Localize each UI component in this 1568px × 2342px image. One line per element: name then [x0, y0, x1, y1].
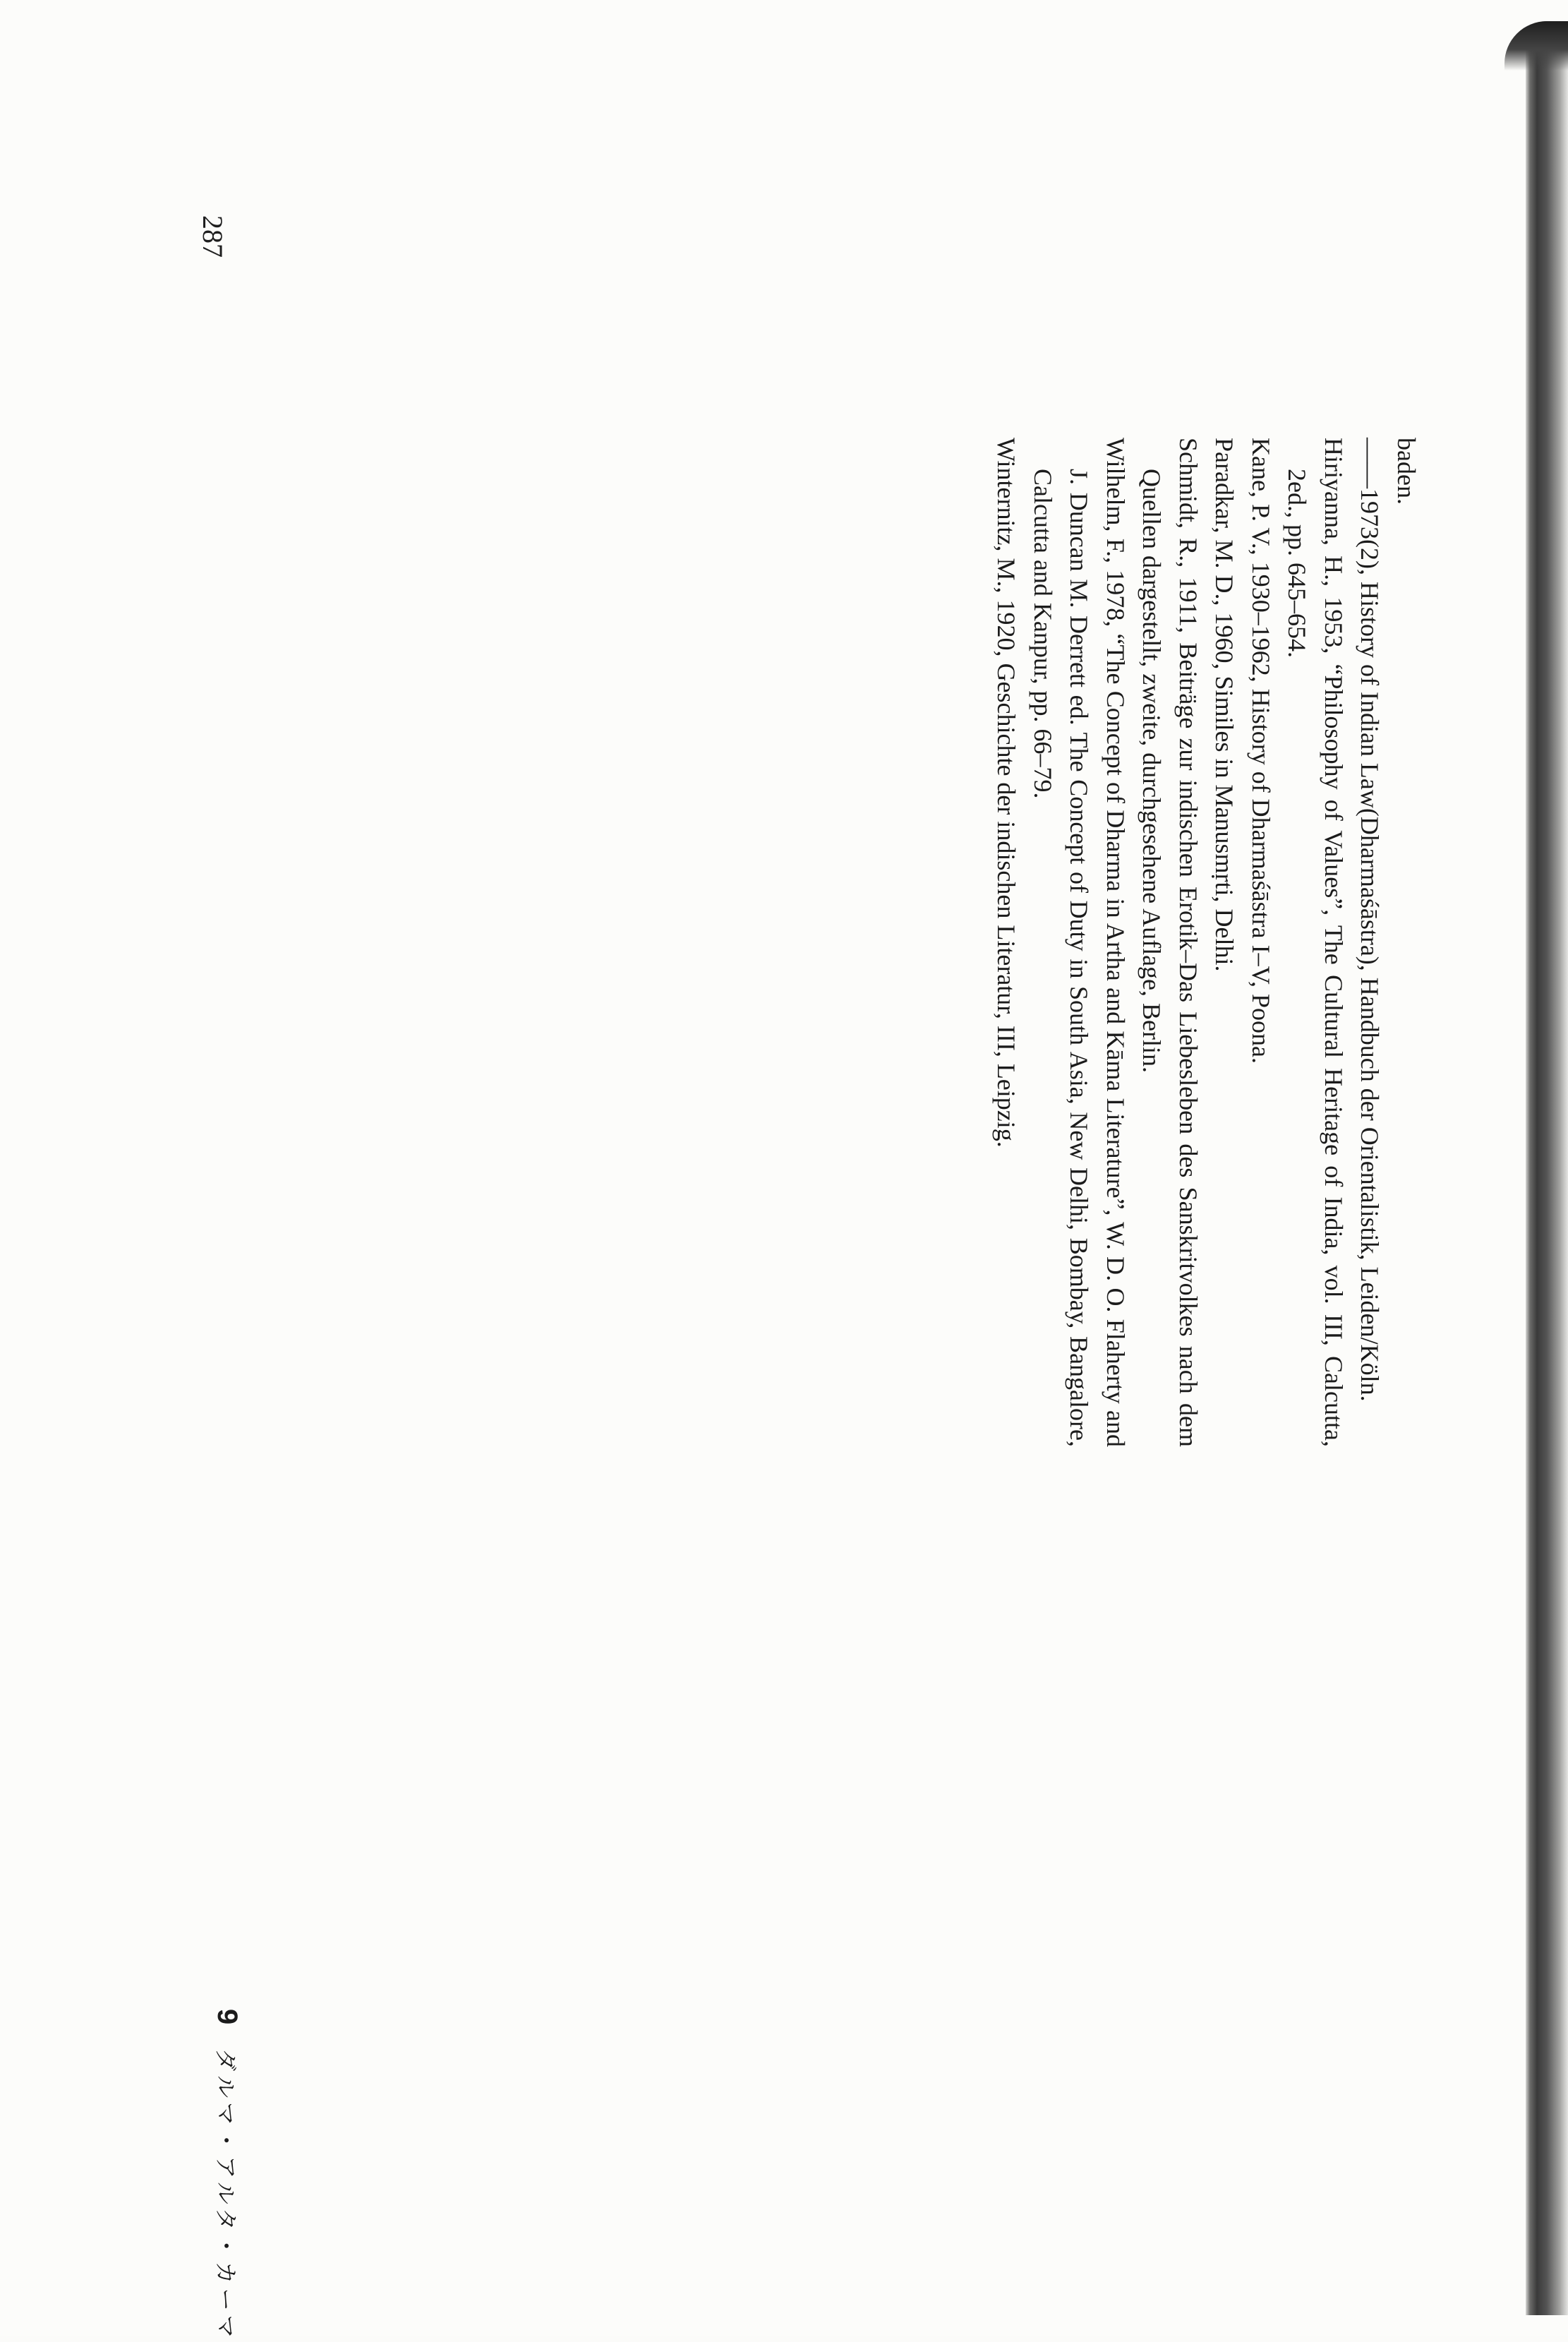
- chapter-title: ダルマ・アルタ・カーマ: [212, 2048, 239, 2342]
- bibliography-entry: Hiriyanna, H., 1953, “Philosophy of Values”, The Cultural Heritage of India, vol. III, Calcutta, 2ed., pp. 645–654.: [1283, 438, 1348, 1447]
- bibliography-entry: Wilhelm, F., 1978, “The Concept of Dharma in Artha and Kāma Literature”, W. D. O. Flaherty and J. Duncan M. Derrett ed. The Concept of Duty in South Asia, New Delhi, Bombay, Bangalore, Calcutta and Kanpur, pp. 66–79.: [1029, 438, 1130, 1447]
- running-footer: [211, 2009, 243, 2342]
- bibliography-entry: Paradkar, M. D., 1960, Similes in Manusmṛti, Delhi.: [1210, 438, 1239, 972]
- bibliography-entry: ——1973(2), History of Indian Law(Dharmaśāstra), Handbuch der Orientalistik, Leiden/Köln.: [1356, 438, 1385, 1402]
- bibliography-entry: Schmidt, R., 1911, Beiträge zur indischen Erotik–Das Liebesleben des Sanskritvolkes nach dem Quellen dargestellt, zweite, durchgesehene Auflage, Berlin.: [1138, 438, 1202, 1447]
- binding-edge: [1526, 21, 1568, 2315]
- binding-edge-top: [1504, 21, 1568, 71]
- bibliography-list: [988, 438, 1424, 1447]
- page-number: 287: [197, 215, 229, 258]
- bibliography-entry: Winternitz, M., 1920, Geschichte der indischen Literatur, III, Leipzig.: [992, 438, 1021, 1148]
- bibliography-entry: baden.: [1392, 438, 1421, 505]
- bibliography-entry: Kane, P. V., 1930–1962, History of Dharmaśāstra I–V, Poona.: [1247, 438, 1275, 1064]
- chapter-number: 9: [212, 2009, 243, 2025]
